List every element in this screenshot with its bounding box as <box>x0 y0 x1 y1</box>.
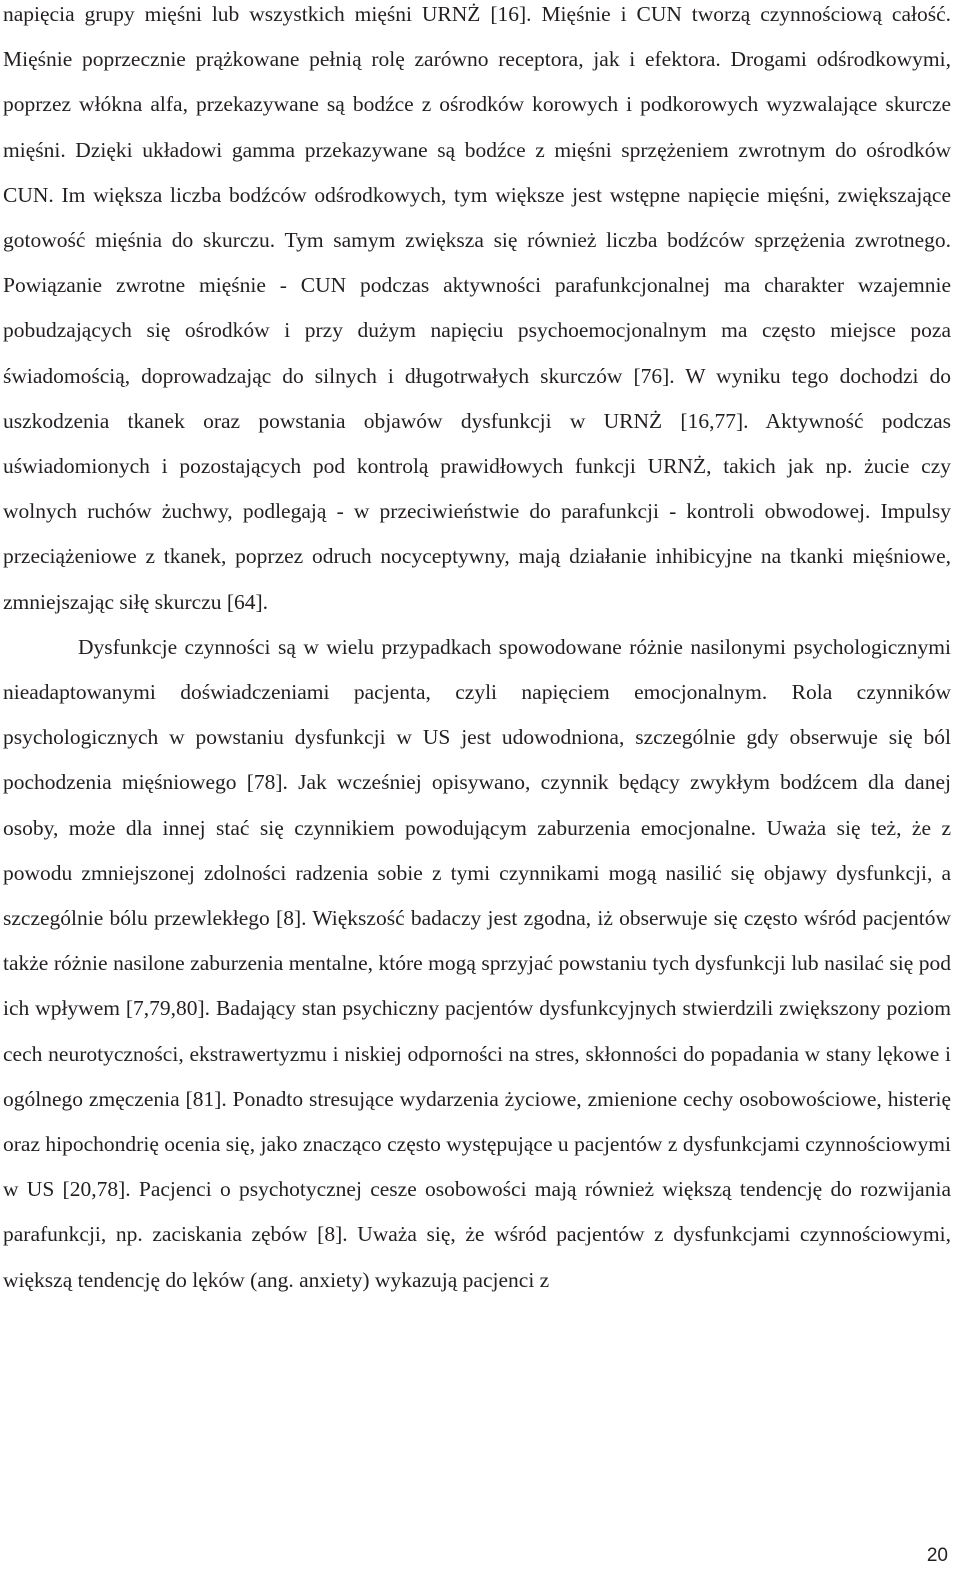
page-number: 20 <box>926 1545 948 1566</box>
paragraph-muscle-cns: napięcia grupy mięśni lub wszystkich mięśni URNŻ [16]. Mięśnie i CUN tworzą czynnościową całość. Mięśnie poprzecznie prążkowane pełnią rolę zarówno receptora, jak i efektora. Drogami odśrodkowymi, poprzez włókna alfa, przekazywane są bodźce z ośrodków korowych i podkorowych wyzwalające skurcze mięśni. Dzięki układowi gamma przekazywane są bodźce z mięśni sprzężeniem zwrotnym do ośrodków CUN. Im większa liczba bodźców odśrodkowych, tym większe jest wstępne napięcie mięśni, zwiększające gotowość mięśnia do skurczu. Tym samym zwiększa się również liczba bodźców sprzężenia zwrotnego. Powiązanie zwrotne mięśnie - CUN podczas aktywności parafunkcjonalnej ma charakter wzajemnie pobudzających się ośrodków i przy dużym napięciu psychoemocjonalnym ma często miejsce poza świadomością, doprowadzając do silnych i długotrwałych skurczów [76]. W wyniku tego dochodzi do uszkodzenia tkanek oraz powstania objawów dysfunkcji w URNŻ [16,77]. Aktywność podczas uświadomionych i pozostających pod kontrolą prawidłowych funkcji URNŻ, takich jak np. żucie czy wolnych ruchów żuchwy, podlegają - w przeciwieństwie do parafunkcji - kontroli obwodowej. Impulsy przeciążeniowe z tkanek, poprzez odruch nocyceptywny, mają działanie inhibicyjne na tkanki mięśniowe, zmniejszając siłę skurczu [64]. <box>3 2 951 614</box>
paragraph-psychological-factors: Dysfunkcje czynności są w wielu przypadkach spowodowane różnie nasilonymi psychologicznymi nieadaptowanymi doświadczeniami pacjenta, czyli napięciem emocjonalnym. Rola czynników psychologicznych w powstaniu dysfunkcji w US jest udowodniona, szczególnie gdy obserwuje się ból pochodzenia mięśniowego [78]. Jak wcześniej opisywano, czynnik będący zwykłym bodźcem dla danej osoby, może dla innej stać się czynnikiem powodującym zaburzenia emocjonalne. Uważa się też, że z powodu zmniejszonej zdolności radzenia sobie z tymi czynnikami mogą nasilić się objawy dysfunkcji, a szczególnie bólu przewlekłego [8]. Większość badaczy jest zgodna, iż obserwuje się często wśród pacjentów także różnie nasilone zaburzenia mentalne, które mogą sprzyjać powstaniu tych dysfunkcji lub nasilać się pod ich wpływem [7,79,80]. Badający stan psychiczny pacjentów dysfunkcyjnych stwierdzili zwiększony poziom cech neurotyczności, ekstrawertyzmu i niskiej odporności na stres, skłonności do popadania w stany lękowe i ogólnego zmęczenia [81]. Ponadto stresujące wydarzenia życiowe, zmienione cechy osobowościowe, histerię oraz hipochondrię ocenia się, jako znacząco często występujące u pacjentów z dysfunkcjami czynnościowymi w US [20,78]. Pacjenci o psychotycznej cesze osobowości mają również większą tendencję do rozwijania parafunkcji, np. zaciskania zębów [8]. Uważa się, że wśród pacjentów z dysfunkcjami czynnościowymi, większą tendencję do lęków (ang. anxiety) wykazują pacjenci z <box>3 634 951 1292</box>
body-text <box>3 0 951 1303</box>
